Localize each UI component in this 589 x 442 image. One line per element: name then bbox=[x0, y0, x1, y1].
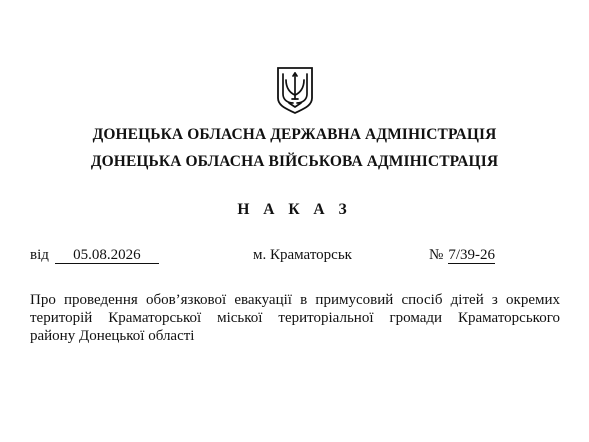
organization-name-line-1: ДОНЕЦЬКА ОБЛАСНА ДЕРЖАВНА АДМІНІСТРАЦІЯ bbox=[92, 126, 497, 143]
document-city: м. Краматорськ bbox=[253, 247, 352, 263]
organization-name-line-2: ДОНЕЦЬКА ОБЛАСНА ВІЙСЬКОВА АДМІНІСТРАЦІЯ bbox=[90, 153, 499, 170]
coat-of-arms-trident-icon bbox=[276, 66, 314, 114]
date-prefix: від bbox=[30, 247, 49, 263]
document-type-title: Н А К А З bbox=[237, 201, 352, 218]
subject-line-2: територій Краматорської міської територіальної громади Краматорського bbox=[30, 310, 560, 326]
date-value: 05.08.2026 bbox=[55, 247, 159, 264]
document-meta-row bbox=[30, 247, 560, 269]
number-value: 7/39-26 bbox=[448, 247, 495, 263]
number-prefix: № bbox=[429, 247, 444, 263]
document-number bbox=[429, 247, 495, 264]
subject-line-1: Про проведення обов’язкової евакуації в примусовий спосіб дітей з окремих bbox=[30, 292, 560, 308]
document-date bbox=[30, 247, 159, 264]
document-subject bbox=[30, 291, 560, 345]
subject-line-3: району Донецької області bbox=[30, 328, 195, 344]
